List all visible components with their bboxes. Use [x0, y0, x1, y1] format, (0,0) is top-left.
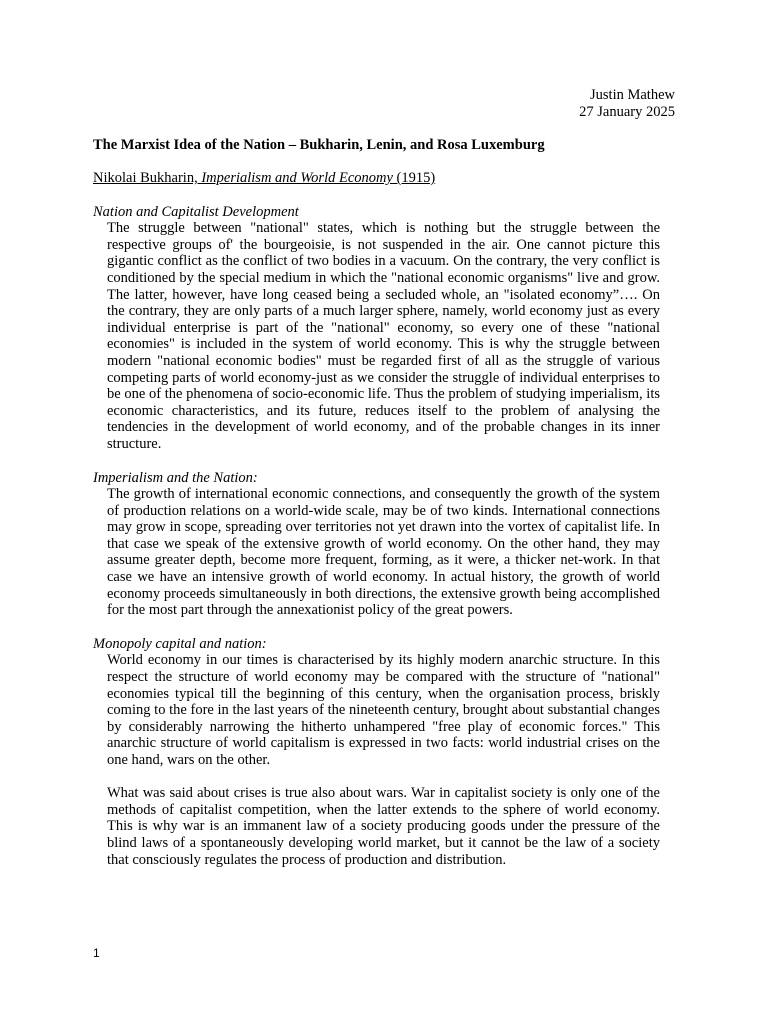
source-year: (1915): [392, 170, 436, 186]
section-heading: Imperialism and the Nation:: [93, 469, 258, 486]
document-header: [579, 87, 675, 121]
document-title: The Marxist Idea of the Nation – Bukharin, Lenin, and Rosa Luxemburg: [93, 137, 545, 153]
document-date: 27 January 2025: [579, 104, 675, 120]
section-heading: Monopoly capital and nation:: [93, 635, 267, 652]
section-heading: Nation and Capitalist Development: [93, 203, 299, 220]
section-paragraph: World economy in our times is characterised by its highly modern anarchic structure. In this respect the structure of world economy may be compared with the structure of "national" economies typical till the beginning of this century, when the organisation process, briskly coming to the fore in the last years of the nineteenth century, brought about substantial changes by considerably narrowing the hitherto unhampered "free play of economic forces." This anarchic structure of world capitalism is expressed in two facts: world industrial crises on the one hand, wars on the other.: [107, 652, 660, 768]
source-author: Nikolai Bukharin,: [93, 170, 202, 186]
author-name: Justin Mathew: [590, 87, 675, 103]
source-citation: [93, 170, 660, 187]
document-body: [93, 137, 660, 868]
source-book-title: Imperialism and World Economy: [201, 170, 393, 186]
page-number: 1: [93, 946, 100, 960]
section-paragraph: What was said about crises is true also about wars. War in capitalist society is only one of the methods of capitalist competition, when the latter extends to the sphere of world economy. This is why war is an immanent law of a society producing goods under the pressure of the blind laws of a spontaneously developing world market, but it cannot be the law of a society that consciously regulates the process of production and distribution.: [107, 785, 660, 868]
section-paragraph: The growth of international economic connections, and consequently the growth of the system of production relations on a world-wide scale, may be of two kinds. International connections may grow in scope, spreading over territories not yet drawn into the vortex of capitalist life. In that case we speak of the extensive growth of world economy. On the other hand, they may assume greater depth, become more frequent, forming, as it were, a thicker net-work. In that case we have an intensive growth of world economy. In actual history, the growth of world economy proceeds simultaneously in both directions, the extensive growth being accomplished for the most part through the annexationist policy of the great powers.: [107, 486, 660, 619]
section-paragraph: The struggle between "national" states, which is nothing but the struggle between the respective groups of' the bourgeoisie, is not suspended in the air. One cannot picture this gigantic conflict as the conflict of two bodies in a vacuum. On the contrary, the very conflict is conditioned by the special medium in which the "national economic organisms" live and grow. The latter, however, have long ceased being a secluded whole, an "isolated economy”…. On the contrary, they are only parts of a much larger sphere, namely, world economy just as every individual enterprise is part of the "national" economy, so every one of these "national economies" is included in the system of world economy. This is why the struggle between modern "national economic bodies" must be regarded first of all as the struggle of various competing parts of world economy-just as we consider the struggle of individual enterprises to be one of the phenomena of socio-economic life. Thus the problem of studying imperialism, its economic characteristics, and its future, reduces itself to the problem of analysing the tendencies in the development of world economy, and of the probable changes in its inner structure.: [107, 220, 660, 452]
